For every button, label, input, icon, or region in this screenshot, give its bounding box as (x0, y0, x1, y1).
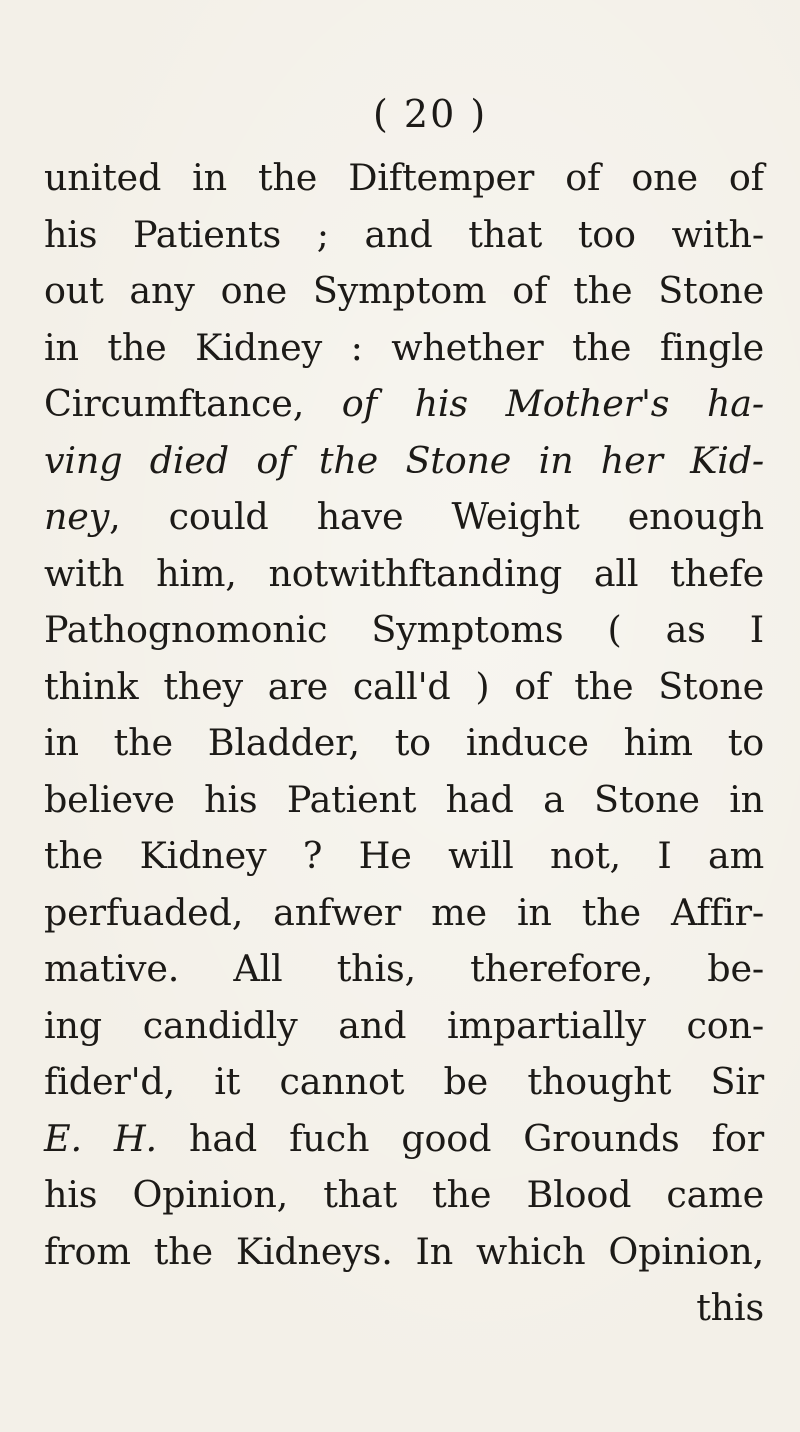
text-line (44, 1167, 764, 1224)
italic-text-segment: ney (44, 495, 110, 538)
italic-text-segment: E. H. (44, 1116, 157, 1160)
text-segment: in the Bladder, to induce him to (44, 721, 764, 764)
text-line (44, 941, 764, 998)
text-segment: united in the Diftemper of one of (44, 156, 764, 199)
text-line (44, 772, 764, 829)
text-line (44, 715, 764, 772)
text-line (44, 1280, 764, 1337)
text-line (44, 489, 764, 546)
text-line (44, 433, 764, 490)
text-line (44, 1054, 764, 1111)
text-line (44, 263, 764, 320)
text-segment: fider'd, it cannot be thought Sir (44, 1060, 764, 1103)
text-segment: in the Kidney : whether the fingle (44, 325, 764, 369)
text-segment: , could have Weight enough (109, 495, 764, 538)
text-segment: believe his Patient had a Stone in (44, 777, 764, 821)
text-segment: Pathognomonic Symptoms ( as I (44, 608, 764, 651)
text-line (44, 998, 764, 1055)
italic-text-segment: of his Mother's ha- (341, 382, 764, 425)
text-segment: from the Kidneys. In which Opinion, (44, 1229, 764, 1273)
text-segment: this (696, 1286, 764, 1329)
text-segment: his Patients ; and that too with- (44, 212, 764, 256)
text-segment: had fuch good Grounds for (156, 1116, 764, 1160)
text-line (44, 659, 764, 716)
text-segment: Circumftance, (44, 382, 342, 425)
text-line (44, 828, 764, 885)
text-line (44, 546, 764, 603)
text-segment: perfuaded, anfwer me in the Affir- (44, 890, 764, 934)
text-segment: out any one Symptom of the Stone (44, 269, 764, 312)
text-line (44, 1224, 764, 1281)
text-segment: the Kidney ? He will not, I am (44, 834, 764, 877)
text-line (44, 207, 764, 264)
text-line (44, 602, 764, 659)
text-line (44, 885, 764, 942)
text-line (44, 320, 764, 377)
italic-text-segment: ving died of the Stone in her Kid- (44, 438, 764, 482)
text-segment: ing candidly and impartially con- (44, 1003, 764, 1047)
text-line (44, 150, 764, 207)
text-segment: mative. All this, therefore, be- (44, 947, 764, 990)
text-segment: with him, notwithftanding all thefe (44, 551, 764, 595)
text-segment: think they are call'd ) of the Stone (44, 664, 764, 708)
text-line (44, 1111, 764, 1168)
text-segment: his Opinion, that the Blood came (44, 1173, 764, 1216)
page-number: ( 20 ) (373, 92, 488, 136)
body-text (44, 150, 764, 1337)
text-line (44, 376, 764, 433)
